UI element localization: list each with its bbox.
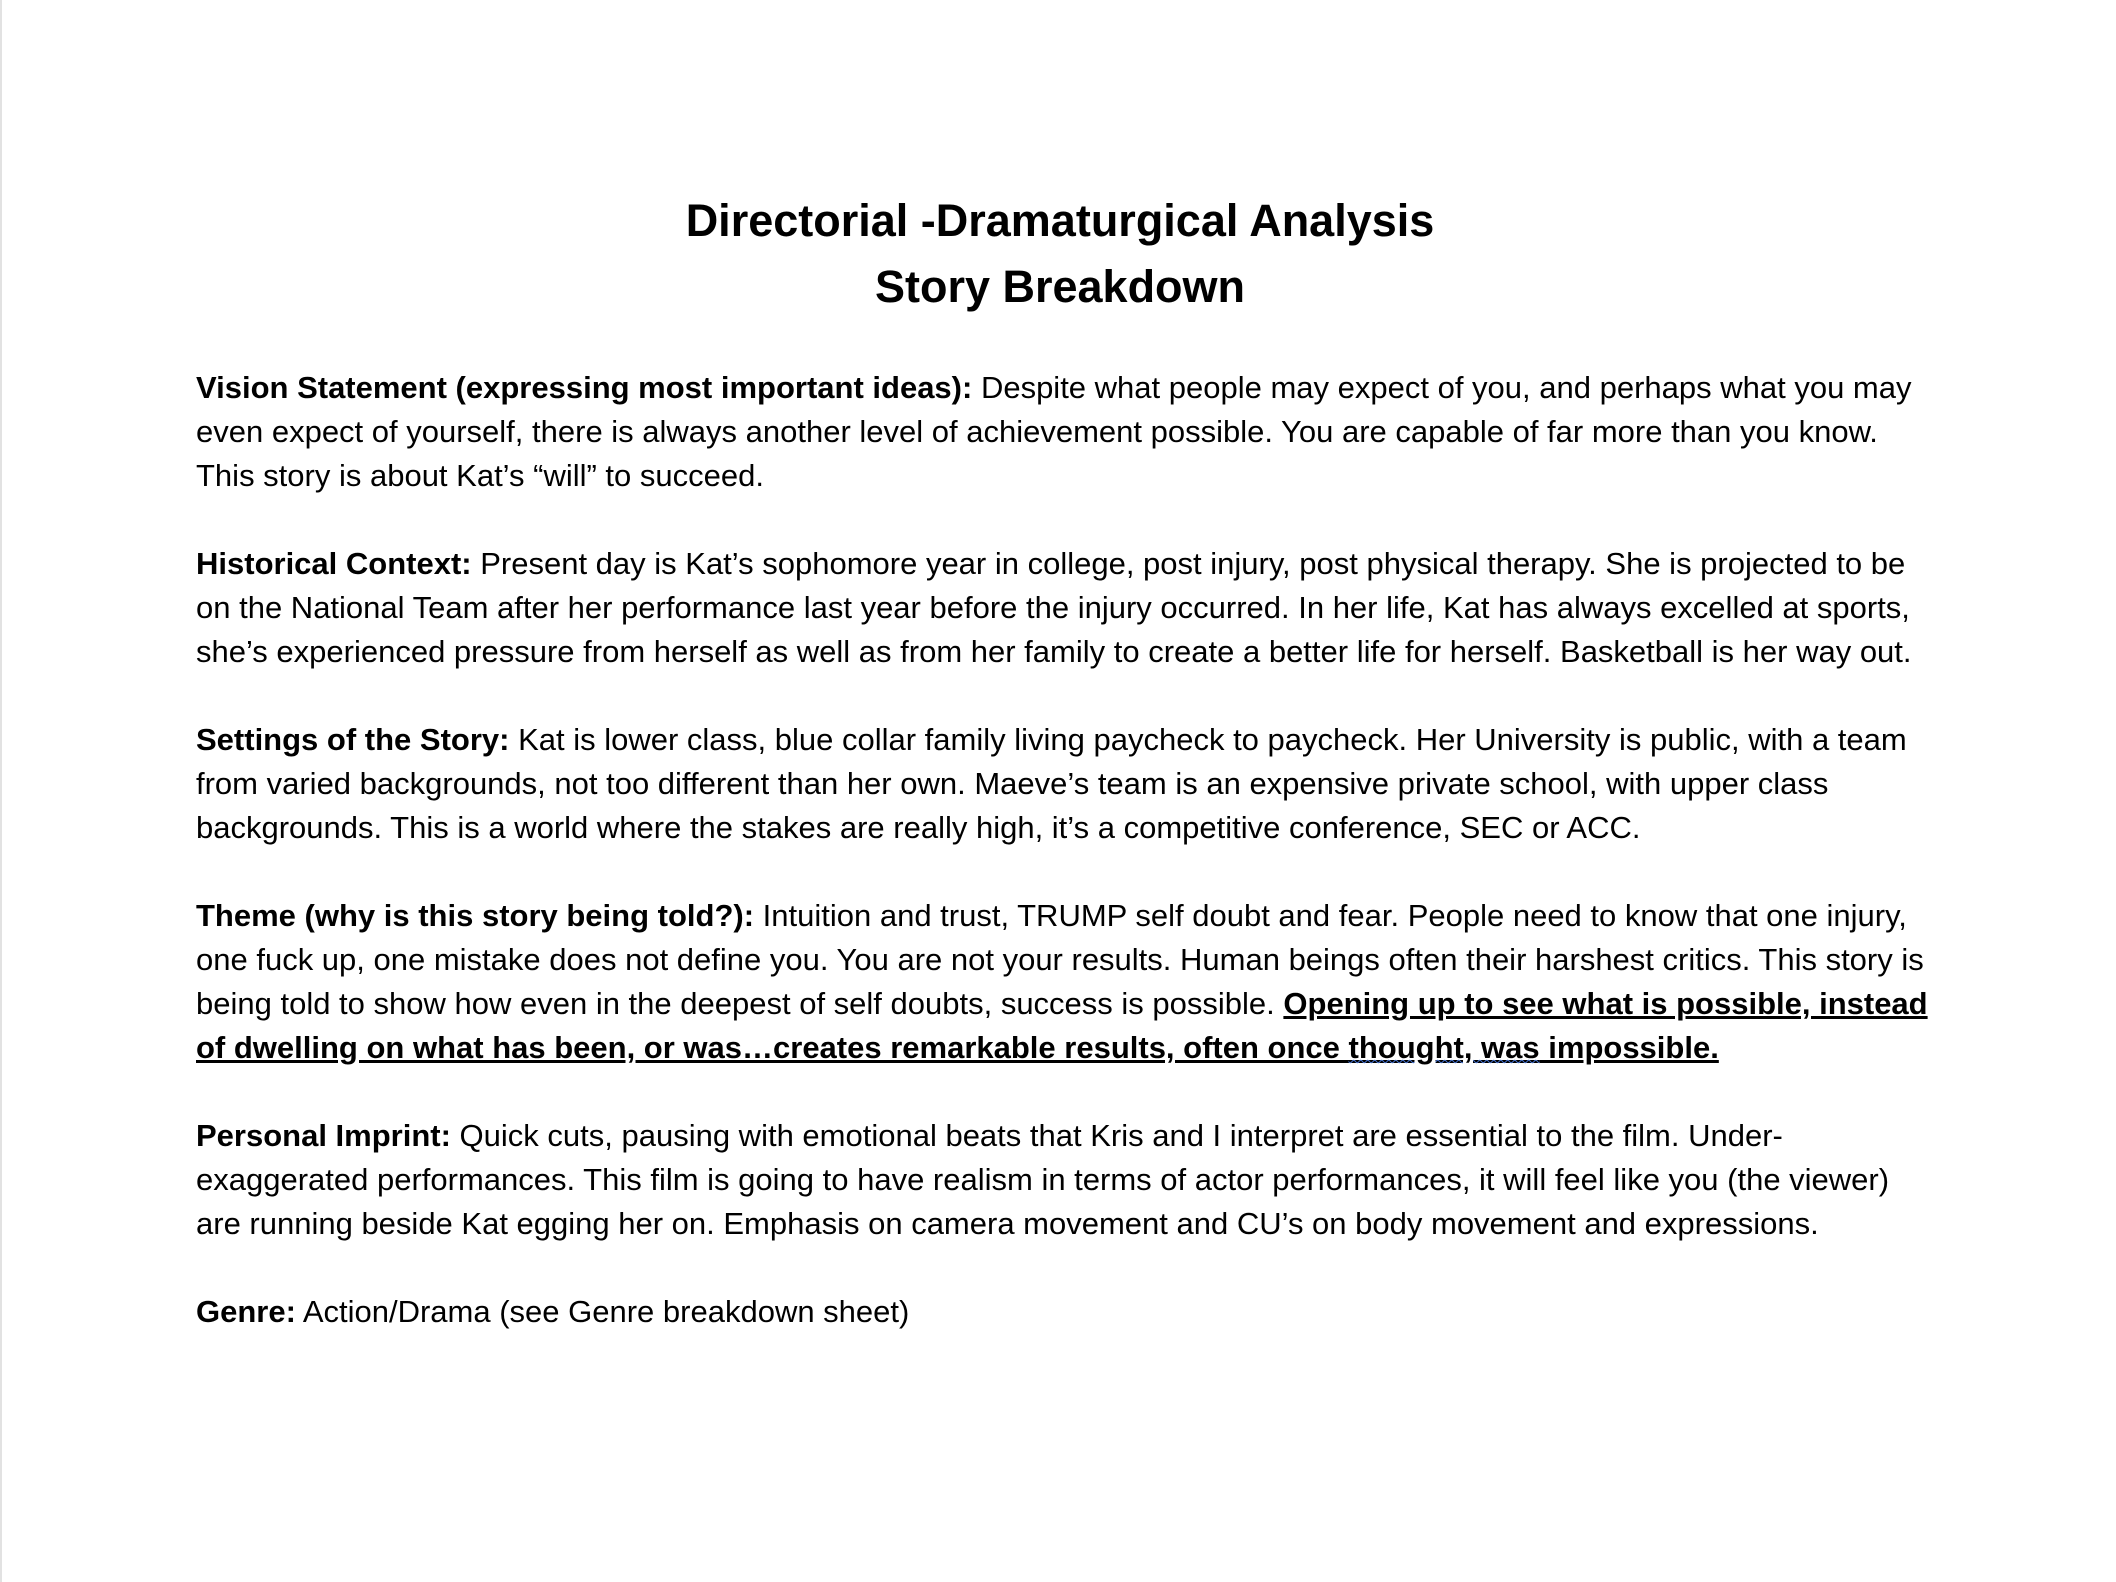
personal-imprint-paragraph [196,1114,1936,1246]
spellcheck-flagged-text[interactable]: thought, was [1348,1030,1540,1065]
settings-text: Kat is lower class, blue collar family living paycheck to paycheck. Her University is public, with a team from varied backgrounds, not too different than her own. Maeve’s team is an expensive private school, with upper class backgrounds. This is a world where the stakes are really high, it’s a competitive conference, SEC or ACC. [196,722,1907,845]
theme-emphasis-part-1: Opening up to see what is possible, instead of dwelling on what has been, or was…creates remarkable results, often once [196,986,1928,1065]
settings-paragraph [196,718,1936,850]
personal-imprint-label: Personal Imprint: [196,1118,451,1153]
genre-label: Genre: [196,1294,296,1329]
vision-statement-label: Vision Statement (expressing most important ideas): [196,370,973,405]
vision-statement-paragraph [196,366,1936,498]
theme-label: Theme (why is this story being told?): [196,898,755,933]
historical-context-label: Historical Context: [196,546,472,581]
title-line-2: Story Breakdown [874,261,1246,312]
genre-paragraph [196,1290,1936,1334]
vision-statement-text: Despite what people may expect of you, and perhaps what you may even expect of yourself, there is always another level of achievement possible. You are capable of far more than you know. This story is about Kat’s “will” to succeed. [196,370,1912,493]
personal-imprint-text: Quick cuts, pausing with emotional beats that Kris and I interpret are essential to the film. Under-exaggerated performances. This film is going to have realism in terms of actor performances, it will feel like you (the viewer) are running beside Kat egging her on. Emphasis on camera movement and CU’s on body movement and expressions. [196,1118,1890,1241]
document-title [2,188,2116,320]
genre-text: Action/Drama (see Genre breakdown sheet) [295,1294,910,1329]
theme-emphasis-part-2: impossible. [1539,1030,1719,1065]
theme-text: Intuition and trust, TRUMP self doubt and fear. People need to know that one injury, one fuck up, one mistake does not define you. You are not your results. Human beings often their harshest critics. This story is being told to show how even in the deepest of self doubts, success is possible. [196,898,1924,1021]
theme-paragraph [196,894,1936,1070]
historical-context-text: Present day is Kat’s sophomore year in college, post injury, post physical therapy. She is projected to be on the National Team after her performance last year before the injury occurred. In her life, Kat has always excelled at sports, she’s experienced pressure from herself as well as from her family to create a better life for herself. Basketball is her way out. [196,546,1912,669]
document-body[interactable] [196,366,1936,1378]
title-line-1: Directorial -Dramaturgical Analysis [685,195,1435,246]
settings-label: Settings of the Story: [196,722,510,757]
historical-context-paragraph [196,542,1936,674]
